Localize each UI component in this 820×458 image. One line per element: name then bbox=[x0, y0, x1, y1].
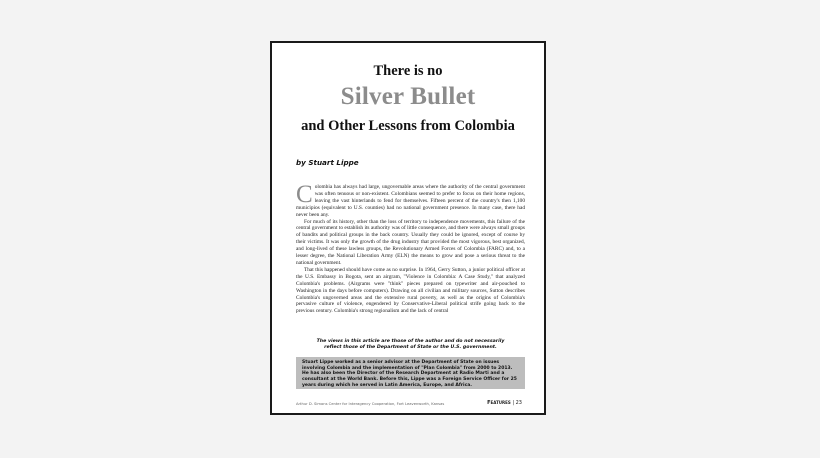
disclaimer-line-1: The views in this article are those of the author and do not necessarily bbox=[316, 339, 505, 344]
title-line-1: There is no bbox=[373, 63, 443, 79]
byline: by Stuart Lippe bbox=[296, 158, 359, 167]
magazine-page bbox=[270, 41, 546, 415]
footer-separator: | bbox=[512, 400, 515, 406]
disclaimer-line-2: reflect those of the Department of State or the U.S. government. bbox=[324, 345, 497, 350]
footer-section: Features bbox=[487, 400, 511, 406]
title-line-2: Silver Bullet bbox=[340, 83, 476, 110]
page-number: 23 bbox=[515, 400, 522, 406]
paragraph-3: That this happened should have come as no surprise. In 1964, Gerry Sutton, a junior political officer at the U.S. Embassy in Bogota, sent an airgram, "Violence in Colombia: A Case Study," that analyzed Colombia's problems. (Airgrams were "think" pieces prepared on typewriter and air-pouched to Washington in the days before computers). Drawing on all civilian and military sources, Sutton describes Colombia's ungoverned areas and the extensive rural poverty, as well as the origins of Colombia's pervasive culture of violence, engendered by Conservative-Liberal political strife going back to the previous century. Colombia's strong regionalism and the lack of central bbox=[296, 266, 525, 315]
paragraph-2: For much of its history, other than the loss of territory to independence movements, this failure of the central government to establish its authority was of little consequence, and there were always small groups of bandits and political groups in the back country. Usually they could be ignored, except of course by their victims. It was only the growth of the drug industry that provided the most vigorous, best organized, and long-lived of these lawless groups, the Revolutionary Armed Forces of Colombia (FARC) and, to a lesser degree, the National Liberation Army (ELN) the means to grow and pose a serious threat to the national government. bbox=[296, 218, 525, 266]
disclaimer bbox=[296, 339, 525, 351]
author-bio-box: Stuart Lippe worked as a senior advisor at the Department of State on issues involving Colombia and the implementation of "Plan Colombia" from 2000 to 2013. He has also been the Director of the Research Department at Radio Marti and a consultant at the World Bank. Before this, Lippe was a Foreign Service Officer for 25 years during which he served in Latin America, Europe, and Africa. bbox=[296, 357, 525, 389]
article-body bbox=[296, 184, 525, 330]
footer-publisher: Arthur D. Simons Center for Interagency Cooperation, Fort Leavenworth, Kansas bbox=[296, 402, 445, 406]
paragraph-1-text: olombia has always had large, ungovernable areas where the authority of the central government was often tenuous or non-existent. Colombians seemed to prefer to focus on their home regions, leaving the vast hinterlands to fend for themselves. Fifteen percent of the country's then 1,100 municipios (equivalent to U.S. counties) had no national government presence. In many case, there had never been any. bbox=[296, 184, 525, 218]
paragraph-1 bbox=[296, 184, 525, 219]
title-line-3: and Other Lessons from Colombia bbox=[301, 118, 515, 134]
footer-page-info bbox=[487, 400, 522, 406]
drop-cap: C bbox=[296, 184, 313, 208]
